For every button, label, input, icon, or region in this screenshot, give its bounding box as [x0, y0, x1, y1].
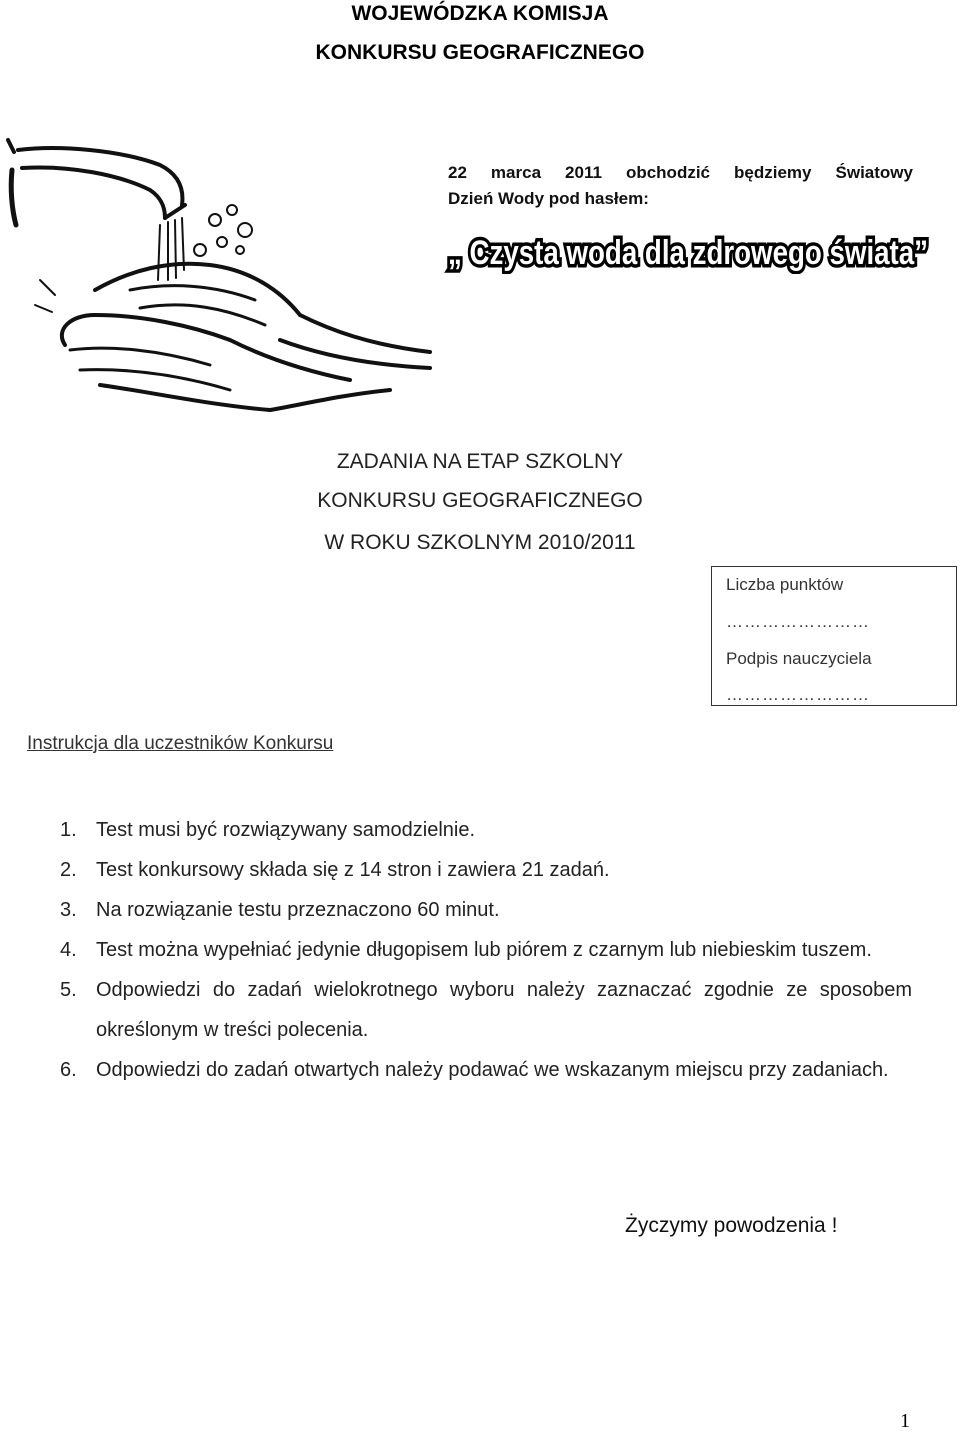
list-item-number: 6. [60, 1059, 77, 1081]
list-item-text: Test można wypełniać jedynie długopisem lub piórem z czarnym lub niebieskim tuszem. [96, 939, 872, 961]
list-item [60, 930, 912, 970]
instructions-list [60, 810, 912, 1090]
list-item-text: Odpowiedzi do zadań otwartych należy podawać we wskazanym miejscu przy zadaniach. [96, 1059, 889, 1081]
closing-wish: Życzymy powodzenia ! [625, 1214, 838, 1237]
list-item [60, 890, 912, 930]
intro-line-2: Dzień Wody pod hasłem: [448, 189, 649, 208]
intro-line-1: 22 marca 2011 obchodzić będziemy Światowy [448, 163, 913, 182]
points-field[interactable]: …………………… [726, 612, 870, 631]
signature-label: Podpis nauczyciela [726, 649, 872, 668]
instructions-heading: Instrukcja dla uczestników Konkursu [27, 733, 334, 754]
hands-washing-under-tap-icon [0, 130, 440, 420]
main-title-line-3: W ROKU SZKOLNYM 2010/2011 [324, 531, 636, 554]
list-item-number: 5. [60, 979, 77, 1001]
list-item [60, 850, 912, 890]
list-item-text: Na rozwiązanie testu przeznaczono 60 minut. [96, 899, 500, 921]
page-number: 1 [900, 1410, 910, 1432]
list-item-number: 1. [60, 819, 77, 841]
list-item-number: 2. [60, 859, 77, 881]
points-label: Liczba punktów [726, 575, 844, 594]
list-item-number: 4. [60, 939, 77, 961]
slogan-text: „ Czysta woda dla zdrowego świata” [448, 234, 928, 272]
list-item [60, 1050, 912, 1090]
slogan [444, 226, 934, 274]
org-title-line-1: WOJEWÓDZKA KOMISJA [351, 2, 609, 25]
list-item [60, 810, 912, 850]
list-item-text: Test musi być rozwiązywany samodzielnie. [96, 819, 476, 841]
intro-text [448, 160, 913, 212]
main-title-line-2: KONKURSU GEOGRAFICZNEGO [317, 489, 643, 512]
list-item-text: Odpowiedzi do zadań wielokrotnego wyboru należy zaznaczać zgodnie ze sposobem określonym w treści polecenia. [96, 979, 912, 1041]
list-item-text: Test konkursowy składa się z 14 stron i zawiera 21 zadań. [96, 859, 610, 881]
list-item [60, 970, 912, 1050]
org-title-line-2: KONKURSU GEOGRAFICZNEGO [315, 41, 645, 64]
score-box [711, 566, 957, 706]
main-title-line-1: ZADANIA NA ETAP SZKOLNY [336, 450, 624, 473]
signature-field[interactable]: …………………… [726, 685, 870, 704]
list-item-number: 3. [60, 899, 77, 921]
